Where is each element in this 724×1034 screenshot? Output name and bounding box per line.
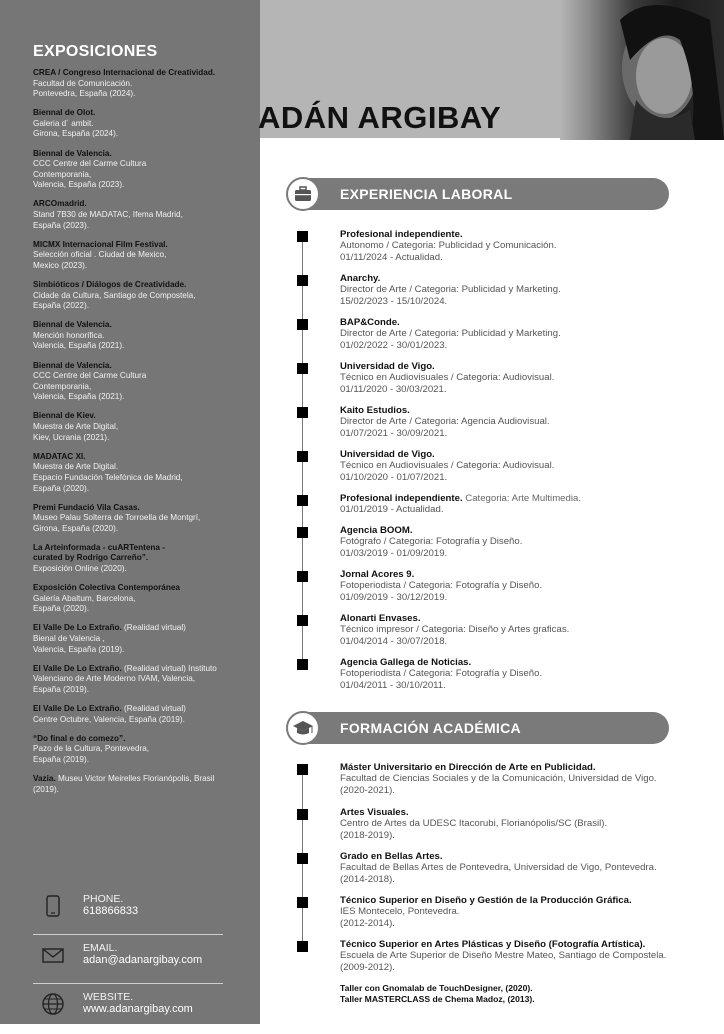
- experience-entry: [340, 569, 710, 603]
- exhibition-title: Simbióticos / Diálogos de Creatividade.: [33, 280, 187, 289]
- contact-website: [33, 986, 223, 1032]
- workshop-note: Taller con Gnomalab de TouchDesigner, (2020).: [340, 983, 533, 993]
- entry-title: Artes Visuales.: [340, 807, 409, 818]
- exhibitions-heading: EXPOSICIONES: [33, 43, 158, 60]
- experience-entry: [340, 449, 710, 483]
- entry-line: Facultad de Ciencias Sociales y de la Comunicación, Universidad de Vigo.: [340, 773, 657, 785]
- exhibition-item: [33, 108, 253, 140]
- contact-label: EMAIL.: [83, 942, 118, 954]
- entry-title: Agencia BOOM.: [340, 525, 413, 536]
- entry-title: Universidad de Vigo.: [340, 361, 435, 372]
- exhibition-item: [33, 149, 253, 191]
- entry-line: 01/02/2022 - 30/01/2023.: [340, 339, 448, 351]
- experience-entry: [340, 657, 710, 691]
- exhibition-title: “Do final e do comezo”.: [33, 733, 126, 743]
- entry-title: Jornal Acores 9.: [340, 569, 415, 580]
- entry-line: Técnico impresor / Categoria: Diseño y Artes graficas.: [340, 624, 570, 636]
- exhibition-extra: (Realidad virtual) Instituto Valenciano de Arte Moderno IVAM, Valencia, España (2019).: [33, 663, 217, 694]
- exhibition-details: Mención honorífica. Valencia, España (2021).: [33, 330, 125, 351]
- entry-category: Categoria: Arte Multimedia.: [462, 493, 581, 504]
- timeline-marker: [297, 319, 308, 330]
- exhibition-title: ARCOmadrid.: [33, 199, 87, 209]
- entry-line: (2012-2014).: [340, 917, 395, 929]
- entry-line: (2014-2018).: [340, 873, 395, 885]
- exhibition-item: [33, 320, 253, 352]
- timeline-marker: [297, 897, 308, 908]
- exhibition-details: Facultad de Comunicación. Pontevedra, España (2024).: [33, 78, 136, 99]
- entry-title: Máster Universitario en Dirección de Arte en Publicidad.: [340, 762, 596, 773]
- workshops-notes: [340, 983, 535, 1005]
- exhibition-details: Centre Octubre, Valencia, España (2019).: [33, 714, 185, 724]
- experience-entry: [340, 525, 710, 559]
- exhibition-details: CCC Centre del Carme Cultura Contemporania, Valencia, España (2021).: [33, 371, 147, 402]
- timeline-marker: [297, 941, 308, 952]
- exhibition-item: [33, 503, 253, 535]
- contact-value: www.adanargibay.com: [83, 1003, 193, 1015]
- exhibition-title: El Valle De Lo Extraño.: [33, 704, 122, 713]
- entry-line: 01/10/2020 - 01/07/2021.: [340, 471, 448, 483]
- exhibition-title: La Arteinformada - cuARTentena - curated by Rodrigo Carreño”.: [33, 542, 165, 563]
- exhibition-item: [33, 774, 253, 795]
- timeline-marker: [297, 363, 308, 374]
- entry-title: BAP&Conde.: [340, 317, 400, 328]
- timeline-marker: [297, 527, 308, 538]
- exhibition-title: Vazia.: [33, 773, 56, 783]
- contact-value: adan@adanargibay.com: [83, 954, 203, 966]
- exhibition-details: Muestra de Arte Digital, Kiev, Ucrania (2021).: [33, 422, 119, 442]
- exhibition-extra: Museu Victor Meirelles Florianópolis, Brasil (2019).: [33, 773, 215, 794]
- exhibition-title: Biennal de Valencia.: [33, 148, 112, 158]
- experience-entry: [340, 317, 710, 351]
- entry-line: Director de Arte / Categoria: Publicidad y Marketing.: [340, 284, 561, 296]
- exhibition-extra: (Realidad virtual): [121, 623, 186, 633]
- experience-title: EXPERIENCIA LABORAL: [340, 186, 513, 202]
- exhibition-details: Selección oficial . Ciudad de Mexico, Mexico (2023).: [33, 250, 167, 270]
- timeline-marker: [297, 275, 308, 286]
- contact-email: [33, 937, 223, 984]
- entry-line: Autonomo / Categoria: Publicidad y Comunicación.: [340, 240, 557, 252]
- contact-value: 618866833: [83, 905, 139, 917]
- education-entry: [340, 895, 710, 929]
- exhibition-item: [33, 280, 253, 312]
- sidebar: [0, 0, 260, 1024]
- entry-line: 01/03/2019 - 01/09/2019.: [340, 547, 448, 559]
- entry-title: Profesional independiente.: [340, 493, 463, 504]
- exhibition-details: CCC Centre del Carme Cultura Contemporania, Valencia, España (2023).: [33, 159, 147, 190]
- exhibition-details: Bienal de Valencia , Valencia, España (2019).: [33, 634, 125, 654]
- exhibition-title: El Valle De Lo Extraño.: [33, 663, 122, 673]
- education-entry: [340, 939, 710, 973]
- mail-icon: [41, 943, 65, 967]
- entry-line: Fotógrafo / Categoria: Fotografía y Diseño.: [340, 536, 523, 548]
- exhibition-item: [33, 704, 253, 725]
- exhibition-title: Exposición Colectiva Contemporánea: [33, 583, 180, 593]
- entry-line: Centro de Artes da UDESC Itacorubi, Florianópolis/SC (Brasil).: [340, 818, 608, 830]
- entry-line: 01/11/2020 - 30/03/2021.: [340, 383, 447, 395]
- entry-line: IES Montecelo, Pontevedra.: [340, 906, 460, 918]
- timeline-marker: [297, 407, 308, 418]
- exhibition-item: [33, 68, 253, 100]
- exhibition-item: [33, 664, 253, 696]
- timeline-marker: [297, 764, 308, 775]
- exhibition-title: Biennal de Valencia.: [33, 320, 112, 330]
- timeline-marker: [297, 809, 308, 820]
- entry-line: Fotoperiodista / Categoria: Fotografía y Diseño.: [340, 668, 543, 680]
- entry-line: Escuela de Arte Superior de Diseño Mestre Mateo, Santiago de Compostela.: [340, 950, 667, 962]
- experience-entry: [340, 361, 710, 395]
- contact-phone: [33, 888, 223, 935]
- exhibition-item: [33, 199, 253, 231]
- exhibition-title: Premi Fundació Vila Casas.: [33, 502, 140, 512]
- exhibition-item: [33, 361, 253, 403]
- exhibition-title: Biennal de Valencia.: [33, 360, 112, 370]
- exhibition-item: [33, 452, 253, 494]
- person-name: ADÁN ARGIBAY: [258, 100, 502, 135]
- entry-line: (2020-2021).: [340, 784, 395, 796]
- exhibition-title: MADATAC XI.: [33, 451, 86, 461]
- entry-title: Profesional independiente.: [340, 229, 463, 240]
- exhibition-details: Galería Abaltum, Barcelona, España (2020).: [33, 593, 136, 614]
- timeline-marker: [297, 571, 308, 582]
- entry-line: (2018-2019).: [340, 829, 395, 841]
- experience-entry: [340, 229, 710, 263]
- exhibition-item: [33, 411, 253, 443]
- entry-title: Universidad de Vigo.: [340, 449, 435, 460]
- exhibition-extra: (Realidad virtual): [121, 704, 186, 713]
- education-entry: [340, 762, 710, 796]
- exhibition-item: [33, 543, 253, 575]
- portrait-photo: [560, 0, 724, 140]
- workshop-note: Taller MASTERCLASS de Chema Madoz, (2013).: [340, 994, 535, 1004]
- experience-entry: [340, 613, 710, 647]
- entry-line: Facultad de Bellas Artes de Pontevedra, Universidad de Vigo, Pontevedra.: [340, 862, 657, 874]
- entry-line: 01/09/2019 - 30/12/2019.: [340, 591, 448, 603]
- exhibition-details: Galeria d´ ambit. Girona, España (2024).: [33, 118, 119, 139]
- education-header: [288, 712, 669, 744]
- exhibition-item: [33, 734, 253, 766]
- experience-entry: [340, 273, 710, 307]
- education-entry: [340, 851, 710, 885]
- briefcase-icon: [286, 177, 320, 211]
- entry-title: Anarchy.: [340, 273, 381, 284]
- globe-icon: [41, 992, 65, 1016]
- entry-line: Técnico en Audiovisuales / Categoria: Audiovisual.: [340, 372, 555, 384]
- entry-line: 01/04/2014 - 30/07/2018.: [340, 635, 448, 647]
- education-entry: [340, 807, 710, 841]
- exhibition-item: [33, 240, 253, 272]
- exhibition-details: Stand 7B30 de MADATAC, Ifema Madrid, España (2023).: [33, 210, 183, 230]
- exhibition-details: Exposición Online (2020).: [33, 564, 127, 574]
- timeline-marker: [297, 451, 308, 462]
- entry-line: Técnico en Audiovisuales / Categoria: Audiovisual.: [340, 460, 555, 472]
- entry-line: 01/01/2019 - Actualidad.: [340, 504, 444, 516]
- exhibition-title: Biennal de Olot.: [33, 108, 96, 118]
- exhibition-item: [33, 623, 253, 655]
- entry-line: 15/02/2023 - 15/10/2024.: [340, 295, 448, 307]
- exhibitions-list: [33, 68, 253, 804]
- exhibition-title: CREA / Congreso Internacional de Creatividad.: [33, 68, 216, 77]
- education-title: FORMACIÓN ACADÉMICA: [340, 720, 521, 736]
- exhibition-title: El Valle De Lo Extraño.: [33, 623, 122, 633]
- timeline-marker: [297, 853, 308, 864]
- entry-title: Técnico Superior en Diseño y Gestión de la Producción Gráfica.: [340, 895, 632, 906]
- contact-label: PHONE.: [83, 893, 124, 905]
- exhibition-title: Biennal de Kiev.: [33, 411, 96, 421]
- entry-line: 01/07/2021 - 30/09/2021.: [340, 427, 448, 439]
- entry-title: Técnico Superior en Artes Plásticas y Diseño (Fotografía Artística).: [340, 939, 646, 950]
- timeline-marker: [297, 659, 308, 670]
- entry-line: (2009-2012).: [340, 961, 395, 973]
- timeline-marker: [297, 495, 308, 506]
- timeline-marker: [297, 615, 308, 626]
- exhibition-item: [33, 583, 253, 615]
- entry-line: Director de Arte / Categoria: Agencia Audiovisual.: [340, 416, 550, 428]
- entry-line: 01/04/2011 - 30/10/2011.: [340, 679, 446, 691]
- entry-title: Alonarti Envases.: [340, 613, 421, 624]
- entry-title: Grado en Bellas Artes.: [340, 851, 443, 862]
- contact-label: WEBSITE.: [83, 991, 134, 1003]
- experience-header: [288, 178, 669, 210]
- entry-title: Kaito Estudios.: [340, 405, 410, 416]
- experience-entry: [340, 493, 710, 516]
- entry-line: 01/11/2024 - Actualidad.: [340, 251, 443, 263]
- phone-icon: [41, 894, 65, 918]
- exhibition-details: Museo Palau Solterra de Torroella de Montgrí, Girona, España (2020).: [33, 513, 201, 533]
- entry-line: Director de Arte / Categoria: Publicidad y Marketing.: [340, 328, 561, 340]
- entry-line: Fotoperiodista / Categoria: Fotografía y Diseño.: [340, 580, 543, 592]
- experience-entry: [340, 405, 710, 439]
- timeline-marker: [297, 231, 308, 242]
- exhibition-details: Muestra de Arte Digital. Espacio Fundación Telefónica de Madrid, España (2020).: [33, 462, 183, 493]
- graduation-cap-icon: [286, 711, 320, 745]
- contact-list: [33, 888, 223, 1034]
- exhibition-title: MICMX Internacional Film Festival.: [33, 239, 168, 249]
- exhibition-details: Pazo de la Cultura, Pontevedra, España (2019).: [33, 744, 150, 764]
- exhibition-details: Cidade da Cultura, Santiago de Compostela, España (2022).: [33, 290, 196, 311]
- entry-title: Agencia Gallega de Noticias.: [340, 657, 472, 668]
